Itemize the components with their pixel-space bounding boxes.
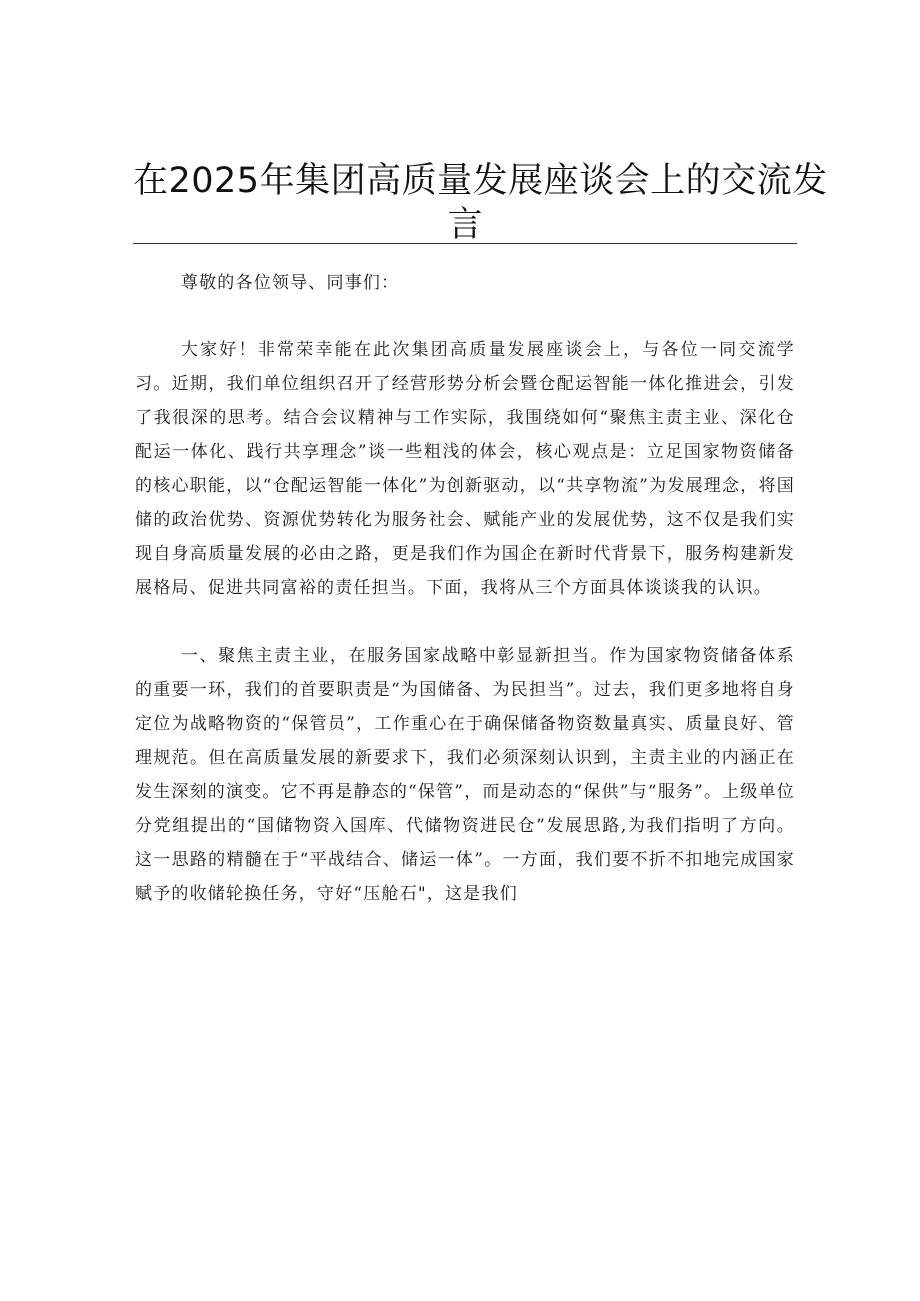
paragraph-intro: 大家好！非常荣幸能在此次集团高质量发展座谈会上，与各位一同交流学习。近期，我们单位组织召开了经营形势分析会暨仓配运智能一体化推进会，引发了我很深的思考。结合会议精神与工作实际，我围绕如何“聚焦主责主业、深化仓配运一体化、践行共享理念”谈一些粗浅的体会，核心观点是：立足国家物资储备的核心职能，以“仓配运智能一体化”为创新驱动，以“共享物流”为发展理念，将国储的政治优势、资源优势转化为服务社会、赋能产业的发展优势，这不仅是我们实现自身高质量发展的必由之路，更是我们作为国企在新时代背景下，服务构建新发展格局、促进共同富裕的责任担当。下面，我将从三个方面具体谈谈我的认识。	[135, 340, 795, 598]
title-divider	[133, 243, 797, 244]
title-line-1: 在2025年集团高质量发展座谈会上的交流发	[133, 161, 828, 201]
paragraph-section-1: 一、聚焦主责主业，在服务国家战略中彰显新担当。作为国家物资储备体系的重要一环，我们的首要职责是“为国储备、为民担当”。过去，我们更多地将自身定位为战略物资的“保管员”，工作重心在于确保储备物资数量真实、质量良好、管理规范。但在高质量发展的新要求下，我们必须深刻认识到，主责主业的内涵正在发生深刻的演变。它不再是静态的“保管”，而是动态的“保供”与“服务”。上级单位分党组提出的“国储物资入国库、代储物资进民仓”发展思路,为我们指明了方向。这一思路的精髓在于“平战结合、储运一体”。一方面，我们要不折不扣地完成国家赋予的收储轮换任务，守好“压舱石"，这是我们	[135, 646, 795, 904]
title-line-2: 言	[447, 205, 483, 245]
salutation: 尊敬的各位领导、同事们：	[180, 273, 400, 293]
document-title	[133, 156, 828, 245]
document-body	[135, 266, 795, 945]
